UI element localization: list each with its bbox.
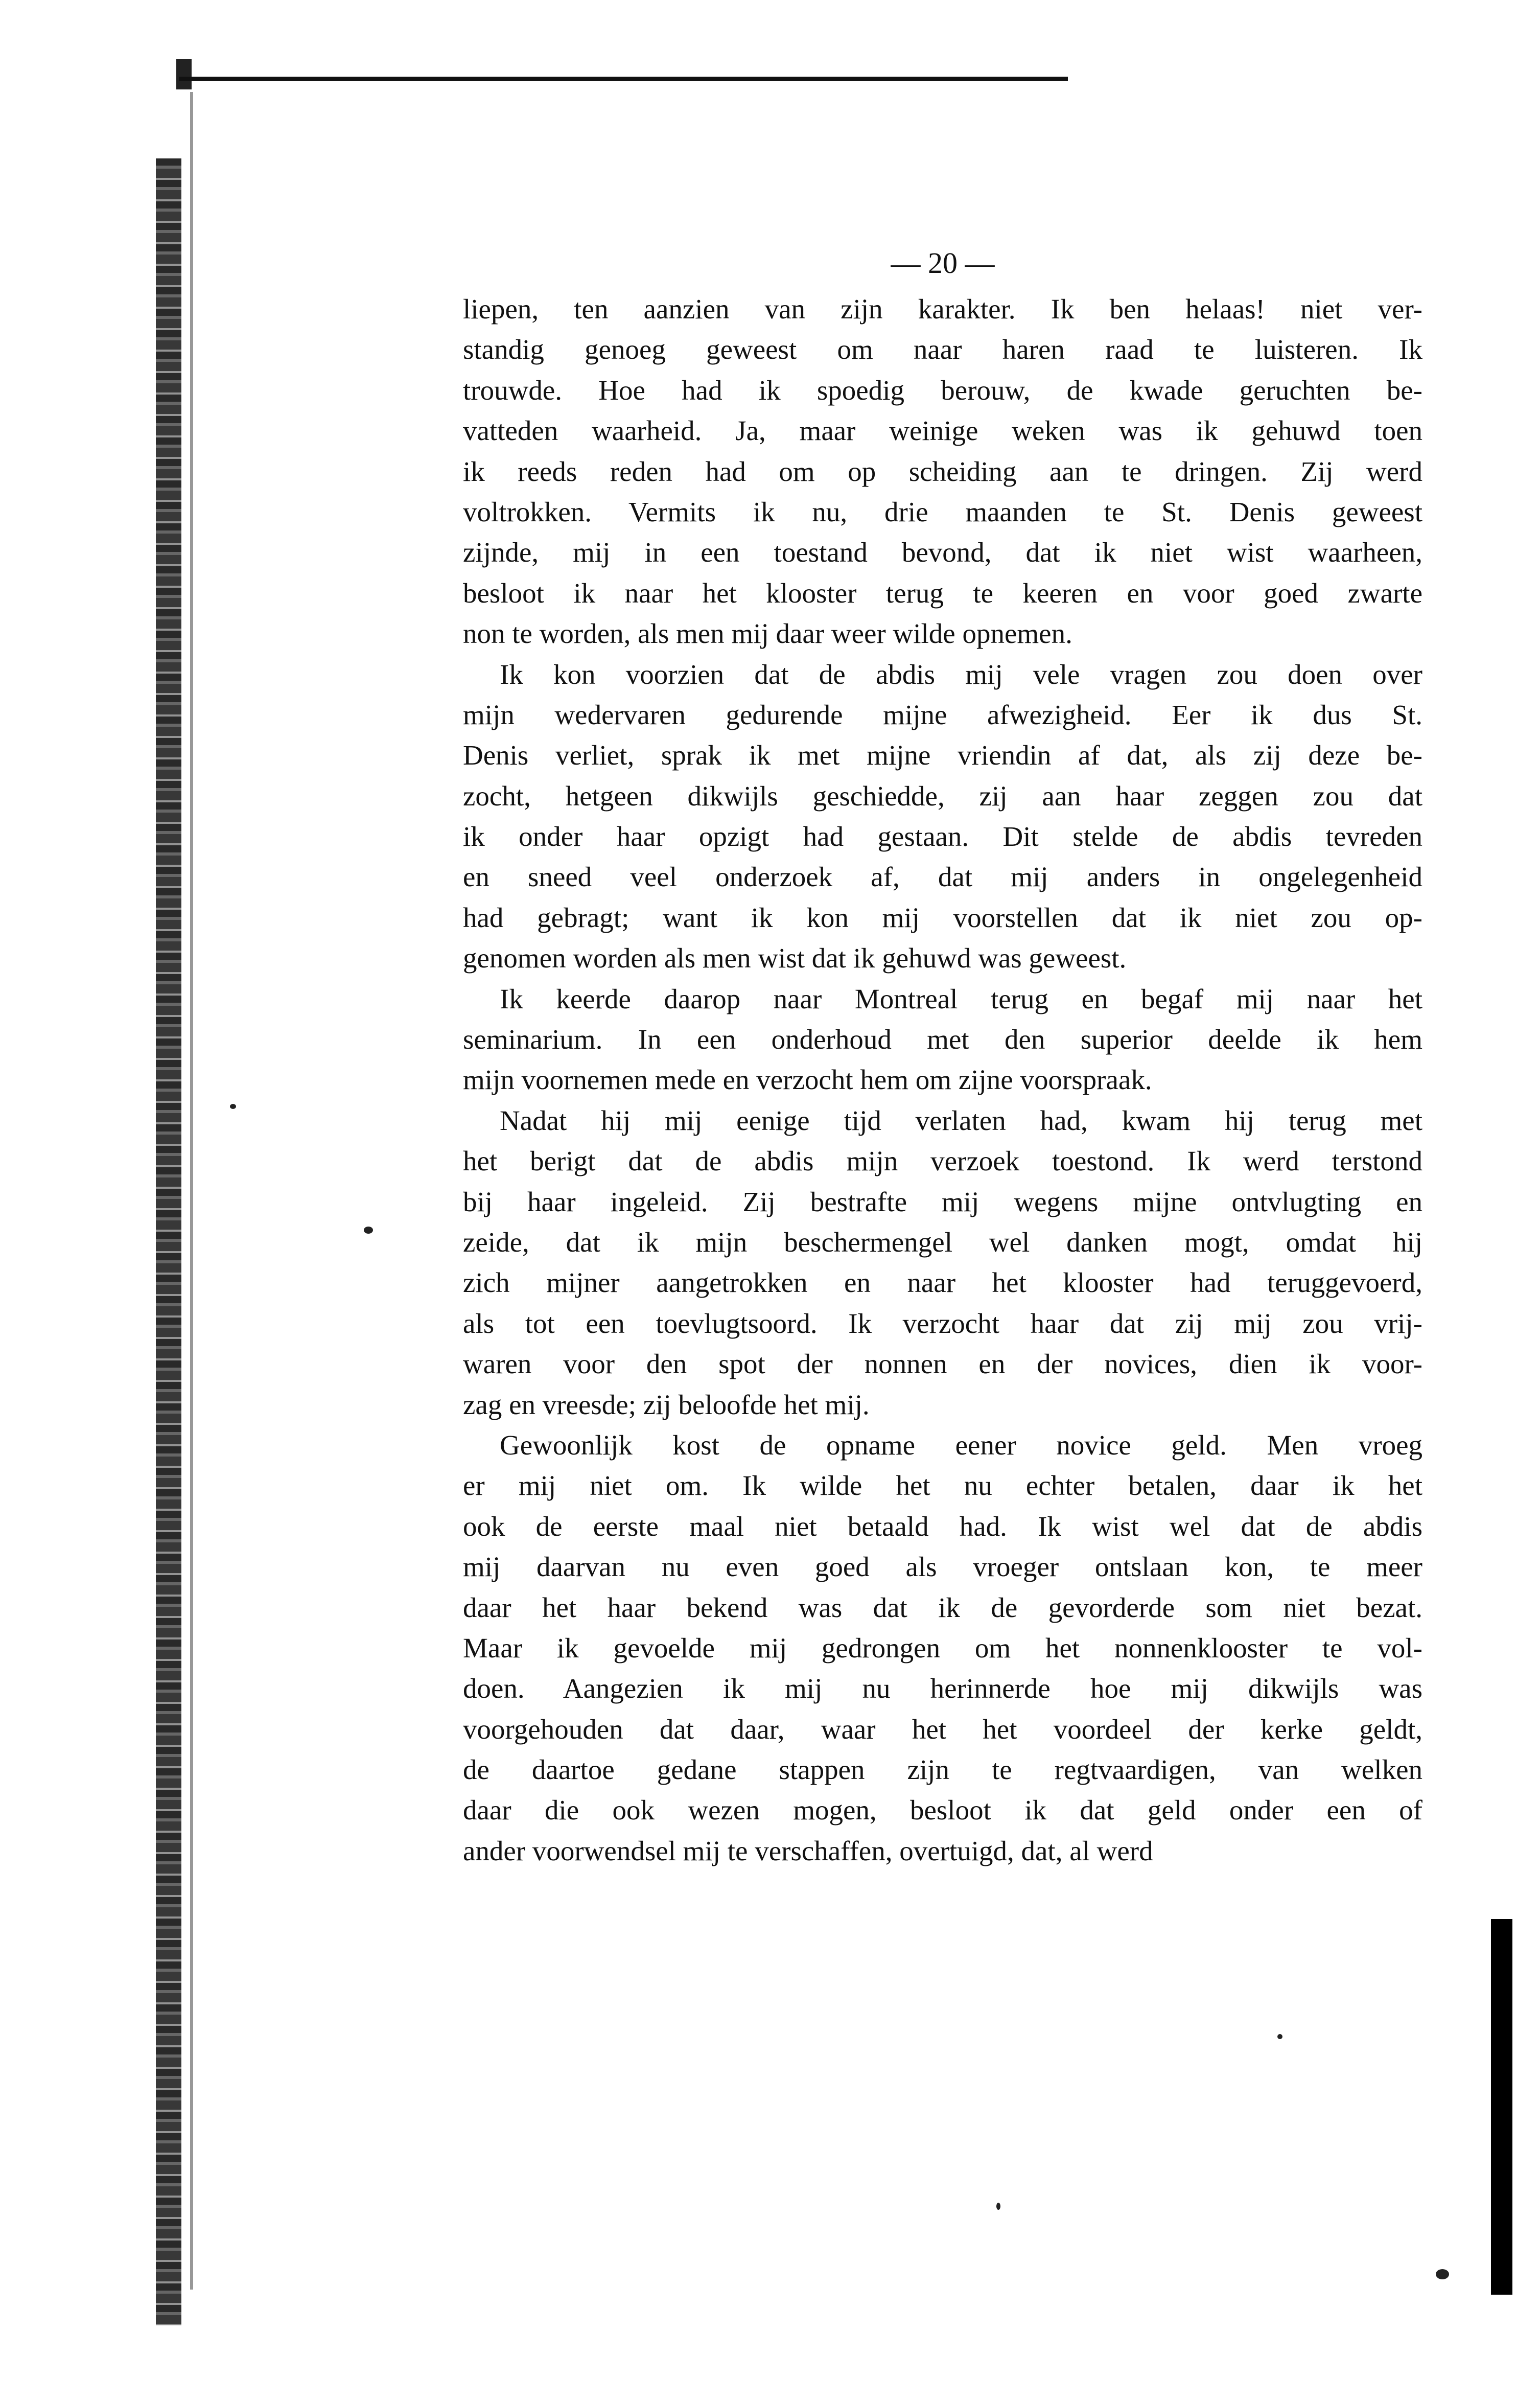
binding-edge-line: [190, 92, 193, 2290]
scan-speck: [996, 2203, 1000, 2210]
paragraph: [463, 1425, 1422, 1871]
text-line: voorgehouden dat daar, waar het het voordeel der kerke geldt,: [463, 1713, 1422, 1745]
text-line: Gewoonlijk kost de opname eener novice geld. Men vroeg: [500, 1429, 1422, 1461]
text-line: zag en vreesde; zij beloofde het mij.: [463, 1389, 870, 1420]
text-line: de daartoe gedane stappen zijn te regtvaardigen, van welken: [463, 1754, 1422, 1786]
text-line: Maar ik gevoelde mij gedrongen om het nonnenklooster te vol-: [463, 1632, 1422, 1664]
text-line: daar die ook wezen mogen, besloot ik dat geld onder een of: [463, 1794, 1422, 1826]
text-line: ik onder haar opzigt had gestaan. Dit stelde de abdis tevreden: [463, 821, 1422, 852]
text-line: als tot een toevlugtsoord. Ik verzocht haar dat zij mij zou vrij-: [463, 1307, 1422, 1339]
text-line: het berigt dat de abdis mijn verzoek toestond. Ik werd terstond: [463, 1145, 1422, 1177]
text-block: [463, 246, 1422, 1871]
text-line: Ik kon voorzien dat de abdis mij vele vragen zou doen over: [500, 658, 1422, 690]
text-line: zich mijner aangetrokken en naar het klooster had teruggevoerd,: [463, 1267, 1422, 1299]
scan-speck: [1277, 2034, 1282, 2039]
paragraph: [463, 654, 1422, 979]
text-line: voltrokken. Vermits ik nu, drie maanden te St. Denis geweest: [463, 496, 1422, 527]
text-line: standig genoeg geweest om naar haren raad te luisteren. Ik: [463, 334, 1422, 365]
paragraph: [463, 1100, 1422, 1425]
text-line: mij daarvan nu even goed als vroeger ontslaan kon, te meer: [463, 1551, 1422, 1583]
text-line: mijn wedervaren gedurende mijne afwezigheid. Eer ik dus St.: [463, 699, 1422, 730]
scan-speck: [230, 1104, 236, 1109]
binding-edge-shadow: [156, 158, 181, 2325]
text-line: non te worden, als men mij daar weer wilde opnemen.: [463, 618, 1072, 650]
scan-edge-artifact: [176, 59, 192, 89]
paragraph: [463, 979, 1422, 1100]
text-line: had gebragt; want ik kon mij voorstellen dat ik niet zou op-: [463, 902, 1422, 933]
paragraph: [463, 289, 1422, 654]
text-line: waren voor den spot der nonnen en der novices, dien ik voor-: [463, 1348, 1422, 1380]
text-line: genomen worden als men wist dat ik gehuwd was geweest.: [463, 942, 1127, 974]
body-text: [463, 289, 1422, 1871]
text-line: zijnde, mij in een toestand bevond, dat ik niet wist waarheen,: [463, 537, 1422, 568]
text-line: ik reeds reden had om op scheiding aan te dringen. Zij werd: [463, 455, 1422, 487]
page-number: — 20 —: [891, 246, 995, 280]
text-line: vatteden waarheid. Ja, maar weinige weken was ik gehuwd toen: [463, 415, 1422, 447]
text-line: liepen, ten aanzien van zijn karakter. Ik ben helaas! niet ver-: [463, 293, 1422, 325]
text-line: daar het haar bekend was dat ik de gevorderde som niet bezat.: [463, 1591, 1422, 1623]
text-line: ander voorwendsel mij te verschaffen, overtuigd, dat, al werd: [463, 1835, 1153, 1866]
text-line: Ik keerde daarop naar Montreal terug en begaf mij naar het: [500, 983, 1422, 1014]
text-line: Denis verliet, sprak ik met mijne vriendin af dat, als zij deze be-: [463, 740, 1422, 771]
text-line: besloot ik naar het klooster terug te keeren en voor goed zwarte: [463, 577, 1422, 609]
text-line: Nadat hij mij eenige tijd verlaten had, kwam hij terug met: [500, 1104, 1422, 1136]
text-line: ook de eerste maal niet betaald had. Ik wist wel dat de abdis: [463, 1510, 1422, 1542]
text-line: seminarium. In een onderhoud met den superior deelde ik hem: [463, 1024, 1422, 1055]
text-line: zeide, dat ik mijn beschermengel wel danken mogt, omdat hij: [463, 1226, 1422, 1258]
text-line: er mij niet om. Ik wilde het nu echter betalen, daar ik het: [463, 1470, 1422, 1502]
top-rule: [179, 77, 1068, 81]
text-line: trouwde. Hoe had ik spoedig berouw, de kwade geruchten be-: [463, 374, 1422, 406]
text-line: mijn voornemen mede en verzocht hem om zijne voorspraak.: [463, 1064, 1152, 1096]
text-line: doen. Aangezien ik mij nu herinnerde hoe mij dikwijls was: [463, 1673, 1422, 1704]
right-edge-shadow: [1491, 1919, 1512, 2295]
text-line: bij haar ingeleid. Zij bestrafte mij wegens mijne ontvlugting en: [463, 1186, 1422, 1217]
scan-speck: [364, 1227, 373, 1234]
text-line: zocht, hetgeen dikwijls geschiedde, zij aan haar zeggen zou dat: [463, 780, 1422, 812]
text-line: en sneed veel onderzoek af, dat mij anders in ongelegenheid: [463, 861, 1422, 893]
scan-speck: [1436, 2269, 1449, 2279]
